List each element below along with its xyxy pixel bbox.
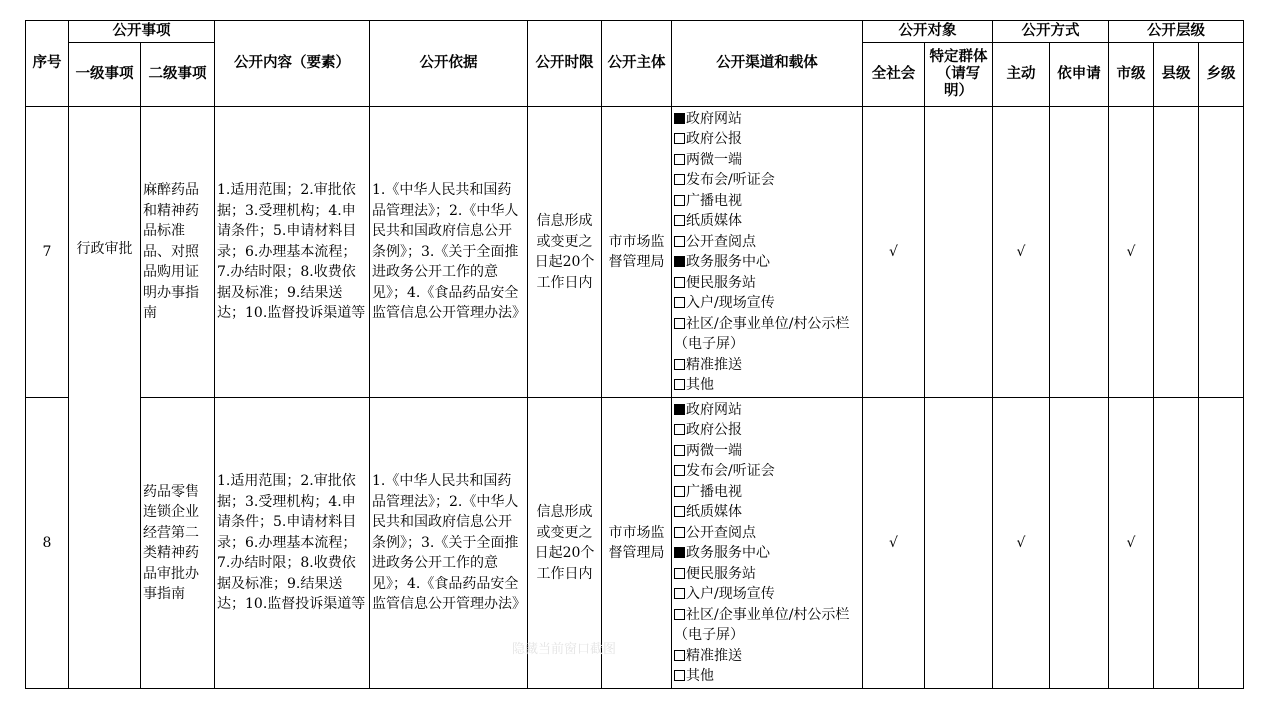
channel-item [674,211,860,232]
row-seq: 7 [26,107,69,398]
channel-label: 入户/现场宣传 [686,295,775,311]
header-audience-all: 全社会 [863,43,925,107]
checked-box-icon [674,547,685,558]
header-seq: 序号 [26,21,69,107]
channel-item [674,109,860,130]
channel-label: 政务服务中心 [686,254,770,270]
row-channels [672,398,863,689]
channel-label: 便民服务站 [686,274,756,291]
header-method-group: 公开方式 [993,21,1109,43]
table-row [26,398,1244,689]
channel-label: 便民服务站 [686,565,756,582]
row-level1: 行政审批 [69,107,141,689]
channel-label: 精准推送 [686,356,742,373]
unchecked-box-icon [674,215,685,226]
channel-item [674,150,860,171]
channel-item [674,252,860,273]
channel-label: 社区/企事业单位/村公示栏（电子屏） [674,315,850,352]
unchecked-box-icon [674,195,685,206]
unchecked-box-icon [674,465,685,476]
channel-item [674,482,860,503]
row-audience-all: √ [863,398,925,689]
header-content: 公开内容（要素） [215,21,370,107]
unchecked-box-icon [674,277,685,288]
header-channels: 公开渠道和载体 [672,21,863,107]
header-level2: 二级事项 [141,43,215,107]
watermark-text: 隐藏当前窗口截图 [512,642,617,657]
row-level-township [1199,398,1244,689]
row-subject: 市市场监督管理局 [602,398,672,689]
header-time-limit: 公开时限 [528,21,602,107]
unchecked-box-icon [674,379,685,390]
row-audience-all: √ [863,107,925,398]
channel-item [674,666,860,687]
channel-item [674,273,860,294]
unchecked-box-icon [674,506,685,517]
channel-item [674,191,860,212]
channel-label: 政府网站 [686,401,742,418]
channel-item [674,605,860,646]
checked-box-icon [674,113,685,124]
channel-item [674,564,860,585]
channel-label: 其他 [686,377,714,393]
unchecked-box-icon [674,445,685,456]
channel-label: 公开查阅点 [686,524,756,541]
unchecked-box-icon [674,609,685,620]
channel-item [674,400,860,421]
row-level2: 麻醉药品和精神药品标准品、对照品购用证明办事指南 [141,107,215,398]
channel-item [674,441,860,462]
channel-item [674,420,860,441]
channel-label: 政府网站 [686,110,742,127]
unchecked-box-icon [674,297,685,308]
row-level2: 药品零售连锁企业经营第二类精神药品审批办事指南 [141,398,215,689]
channel-label: 广播电视 [686,192,742,209]
channel-label: 政务服务中心 [686,545,770,561]
channel-label: 公开查阅点 [686,233,756,250]
header-level-group: 公开层级 [1109,21,1244,43]
channel-label: 纸质媒体 [686,213,742,229]
channel-item [674,293,860,314]
table-row [26,107,1244,398]
row-audience-specific [925,398,993,689]
row-audience-specific [925,107,993,398]
channel-item [674,129,860,150]
channel-label: 政府公报 [686,131,742,147]
unchecked-box-icon [674,424,685,435]
row-level-city: √ [1109,107,1154,398]
row-method-request [1050,107,1109,398]
unchecked-box-icon [674,154,685,165]
channel-item [674,314,860,355]
channel-label: 其他 [686,668,714,684]
header-method-request: 依申请 [1050,43,1109,107]
row-level-city: √ [1109,398,1154,689]
row-method-active: √ [993,398,1050,689]
row-level-county [1154,107,1199,398]
unchecked-box-icon [674,174,685,185]
header-basis: 公开依据 [370,21,528,107]
channel-label: 两微一端 [686,442,742,459]
header-level-city: 市级 [1109,43,1154,107]
row-basis: 1.《中华人民共和国药品管理法》；2.《中华人民共和国政府信息公开条例》；3.《关于全面推进政务公开工作的意见》；4.《食品药品安全监管信息公开管理办法》 [370,398,528,689]
row-method-active: √ [993,107,1050,398]
channel-item [674,232,860,253]
channel-item [674,170,860,191]
channel-item [674,523,860,544]
row-basis: 1.《中华人民共和国药品管理法》；2.《中华人民共和国政府信息公开条例》；3.《关于全面推进政务公开工作的意见》；4.《食品药品安全监管信息公开管理办法》 [370,107,528,398]
header-audience-group: 公开对象 [863,21,993,43]
channel-label: 精准推送 [686,647,742,664]
unchecked-box-icon [674,588,685,599]
header-subject: 公开主体 [602,21,672,107]
channel-label: 发布会/听证会 [686,463,775,479]
header-level-county: 县级 [1154,43,1199,107]
channel-label: 纸质媒体 [686,504,742,520]
header-method-active: 主动 [993,43,1050,107]
row-content: 1.适用范围；2.审批依据；3.受理机构；4.申请条件；5.申请材料目录；6.办理基本流程；7.办结时限；8.收费依据及标准；9.结果送达；10.监督投诉渠道等 [215,107,370,398]
unchecked-box-icon [674,527,685,538]
row-level-township [1199,107,1244,398]
unchecked-box-icon [674,670,685,681]
header-level-township: 乡级 [1199,43,1244,107]
unchecked-box-icon [674,318,685,329]
channel-item [674,646,860,667]
channel-item [674,543,860,564]
row-level-county [1154,398,1199,689]
channel-label: 社区/企事业单位/村公示栏（电子屏） [674,606,850,643]
row-method-request [1050,398,1109,689]
row-subject: 市市场监督管理局 [602,107,672,398]
channel-label: 入户/现场宣传 [686,586,775,602]
checked-box-icon [674,404,685,415]
row-time-limit: 信息形成或变更之日起20个工作日内 [528,107,602,398]
channel-item [674,584,860,605]
unchecked-box-icon [674,650,685,661]
unchecked-box-icon [674,236,685,247]
header-audience-specific: 特定群体（请写明） [925,43,993,107]
channel-label: 政府公报 [686,422,742,438]
row-content: 1.适用范围；2.审批依据；3.受理机构；4.申请条件；5.申请材料目录；6.办理基本流程；7.办结时限；8.收费依据及标准；9.结果送达；10.监督投诉渠道等 [215,398,370,689]
channel-label: 广播电视 [686,483,742,500]
unchecked-box-icon [674,486,685,497]
disclosure-table [25,20,1244,689]
channel-item [674,461,860,482]
channel-item [674,502,860,523]
checked-box-icon [674,256,685,267]
row-channels [672,107,863,398]
channel-label: 两微一端 [686,151,742,168]
row-time-limit: 信息形成或变更之日起20个工作日内 [528,398,602,689]
channel-item [674,375,860,396]
unchecked-box-icon [674,359,685,370]
channel-item [674,355,860,376]
unchecked-box-icon [674,133,685,144]
unchecked-box-icon [674,568,685,579]
header-item-group: 公开事项 [69,21,215,43]
row-seq: 8 [26,398,69,689]
channel-label: 发布会/听证会 [686,172,775,188]
header-level1: 一级事项 [69,43,141,107]
